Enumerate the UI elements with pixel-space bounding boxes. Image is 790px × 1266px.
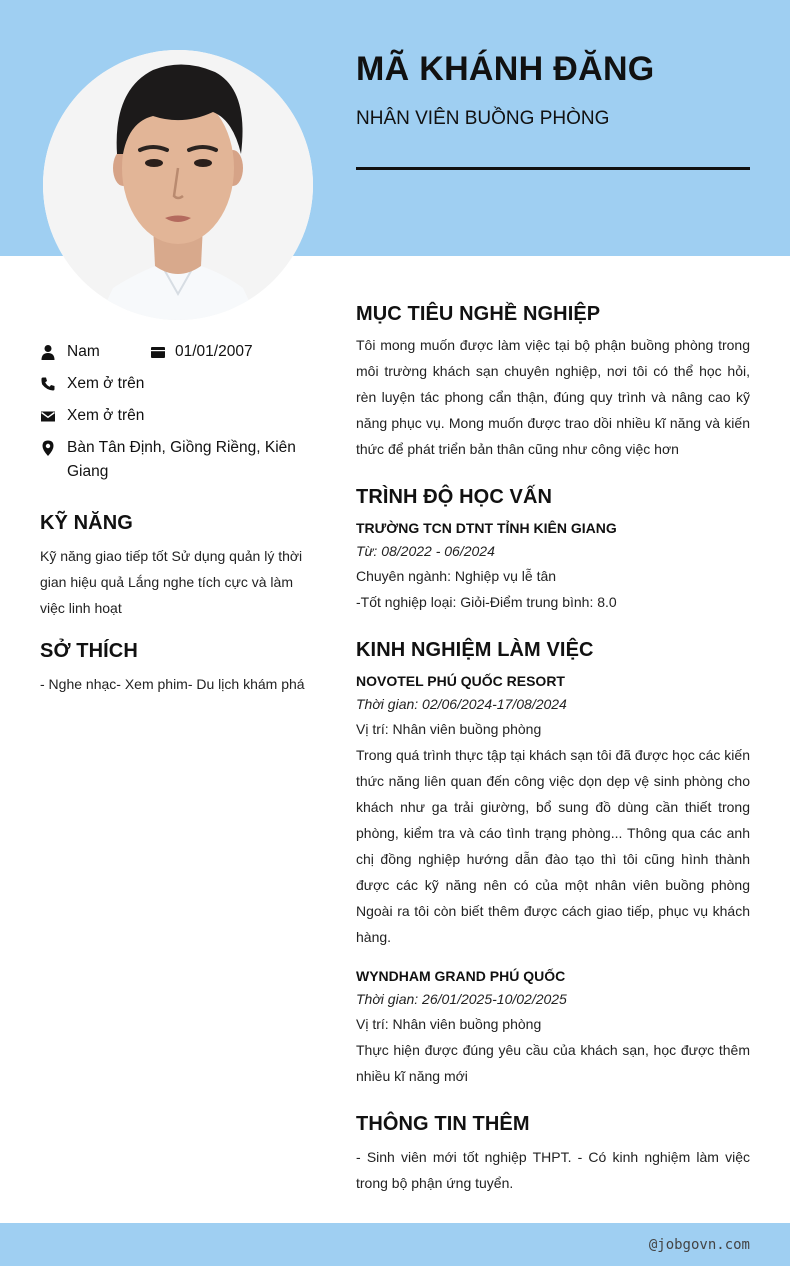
job-role: Vị trí: Nhân viên buồng phòng [356,721,542,737]
gender-value: Nam [67,343,100,360]
job-company: WYNDHAM GRAND PHÚ QUỐC [356,968,566,984]
job-description: Trong quá trình thực tập tại khách sạn tôi đã được học các kiến thức năng liên quan đến công việc dọn dẹp vệ sinh phòng cho khách như ga trải giường, bổ sung đồ dùng cần thiết trong phòng, kiểm tra và cáo tình trạng phòng... Thông qua các anh chị đồng nghiệp hướng dẫn đào tạo thì tôi cũng hình thành được các kỹ năng nên có của một nhân viên buồng phòng Ngoài ra tôi còn biết thêm được cách giao tiếp, phục vụ khách hàng. [356,747,750,945]
profile-photo [43,50,313,320]
job-description: Thực hiện được đúng yêu cầu của khách sạn, học được thêm nhiều kĩ năng mới [356,1042,750,1084]
skills-text: Kỹ năng giao tiếp tốt Sử dụng quản lý thời gian hiệu quả Lắng nghe tích cực và làm việc linh hoạt [40,548,303,616]
job-role: Vị trí: Nhân viên buồng phòng [356,1016,542,1032]
address-value: Bàn Tân Định, Giồng Riềng, Kiên Giang [67,439,296,480]
job-period: Thời gian: 26/01/2025-10/02/2025 [356,991,567,1007]
skills-heading: KỸ NĂNG [40,512,133,534]
education-school: TRƯỜNG TCN DTNT TỈNH KIÊN GIANG [356,520,617,536]
objective-text: Tôi mong muốn được làm việc tại bộ phận buồng phòng trong môi trường khách sạn chuyên nghiệp, nơi tôi có thể học hỏi, rèn luyện tác phong cẩn thận, đúng quy trình và nâng cao kỹ năng phục vụ. Mong muốn được trao dồi nhiều kĩ năng và kiến thức để phát triển bản thân cũng như công việc hơn [356,337,750,457]
job-company: NOVOTEL PHÚ QUỐC RESORT [356,673,565,689]
user-icon [40,344,56,360]
education-period: Từ: 08/2022 - 06/2024 [356,543,495,559]
phone-icon [40,376,56,392]
title-divider [356,167,750,170]
experience-heading: KINH NGHIỆM LÀM VIỆC [356,639,594,661]
additional-heading: THÔNG TIN THÊM [356,1113,530,1135]
location-icon [40,440,56,456]
hobbies-heading: SỞ THÍCH [40,640,138,662]
dob-value: 01/01/2007 [175,343,253,360]
education-result: -Tốt nghiệp loại: Giỏi-Điểm trung bình: 8.0 [356,594,617,610]
candidate-name: MÃ KHÁNH ĐĂNG [356,50,655,88]
education-major: Chuyên ngành: Nghiệp vụ lễ tân [356,568,557,584]
email-icon [40,408,56,424]
education-heading: TRÌNH ĐỘ HỌC VẤN [356,486,553,508]
candidate-position: NHÂN VIÊN BUỒNG PHÒNG [356,108,610,129]
calendar-icon [150,344,166,360]
job-period: Thời gian: 02/06/2024-17/08/2024 [356,696,567,712]
hobbies-text: - Nghe nhạc- Xem phim- Du lịch khám phá [40,676,305,692]
additional-text: - Sinh viên mới tốt nghiệp THPT. - Có kinh nghiệm làm việc trong bộ phận ứng tuyển. [356,1149,750,1191]
objective-heading: MỤC TIÊU NGHỀ NGHIỆP [356,303,601,325]
phone-value: Xem ở trên [67,375,145,392]
email-value: Xem ở trên [67,407,145,424]
footer-watermark: @jobgovn.com [648,1237,750,1253]
